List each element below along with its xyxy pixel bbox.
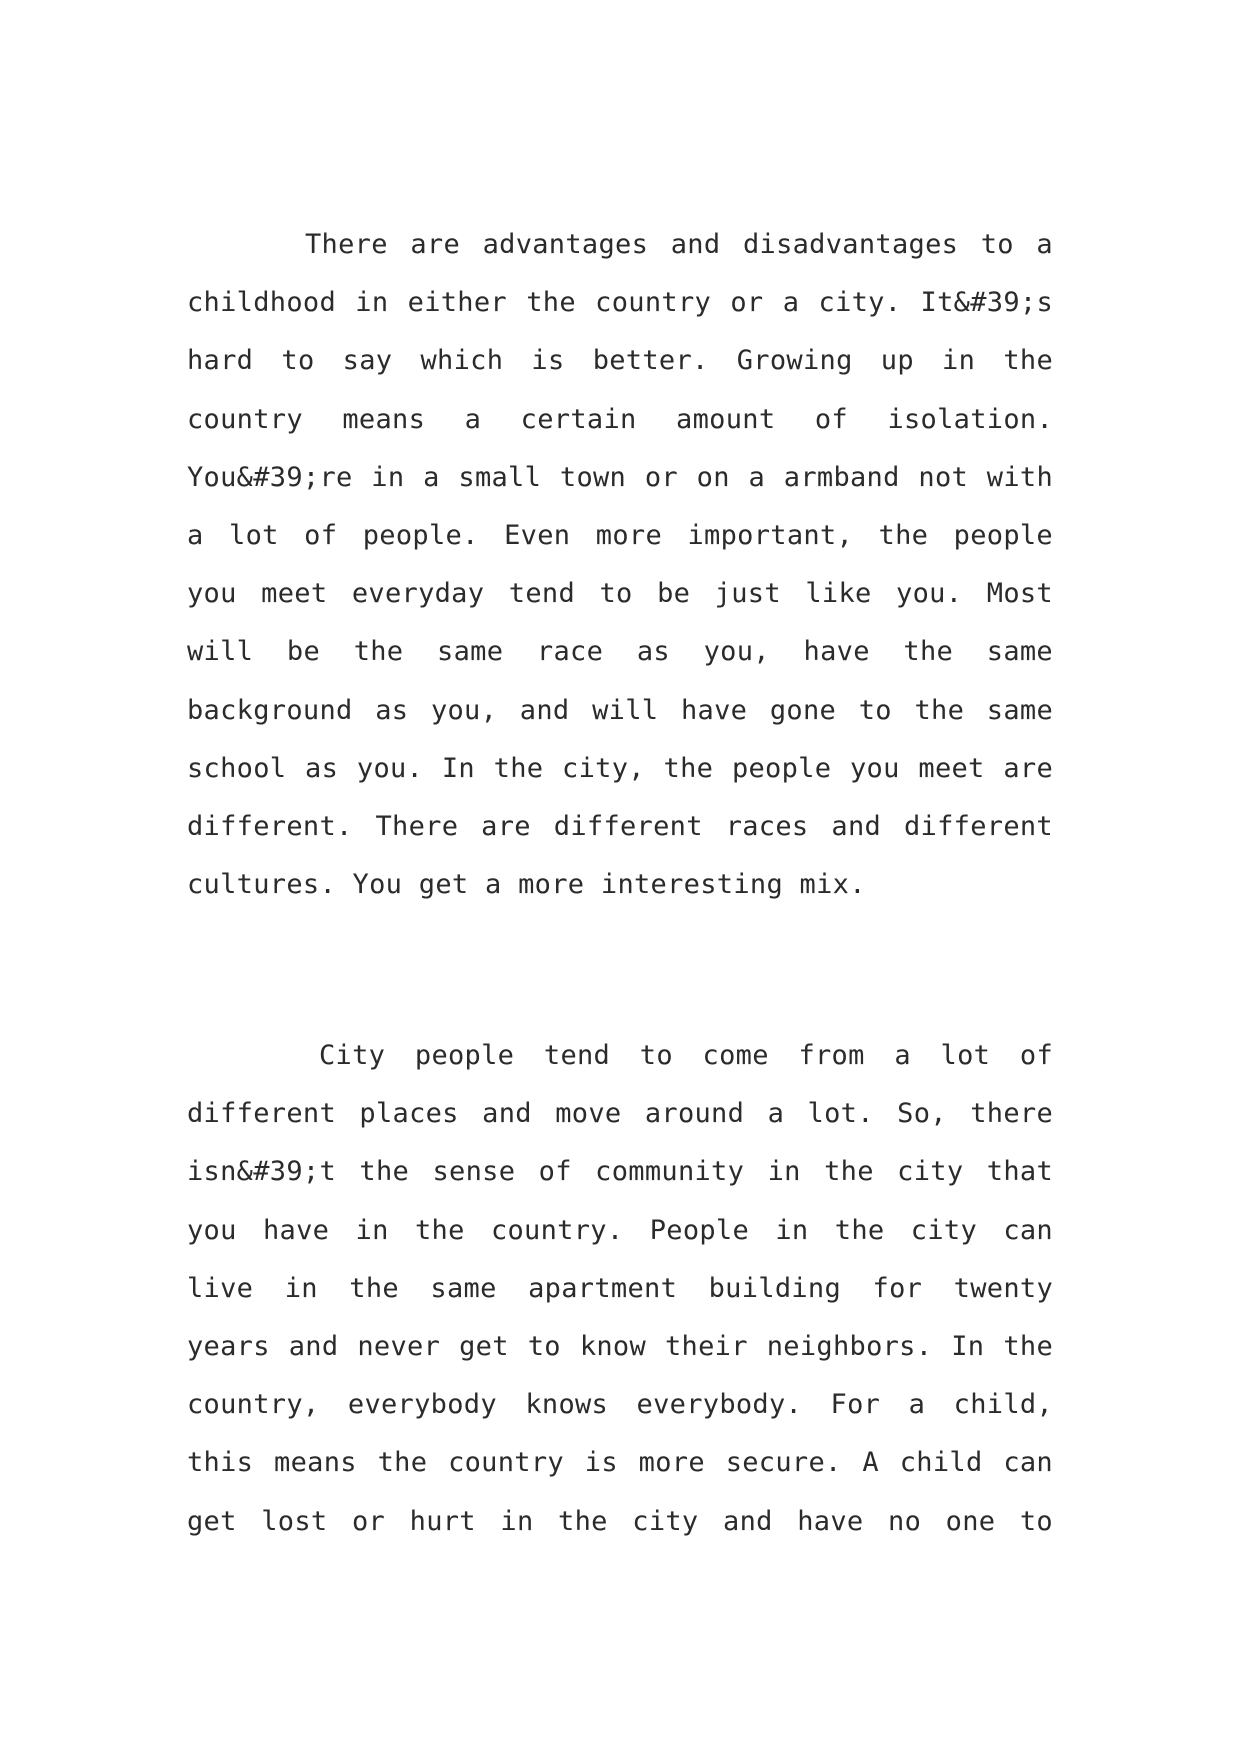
text-line: hard to say which is better. Growing up in the xyxy=(187,345,1053,377)
text-line: school as you. In the city, the people you meet are xyxy=(187,752,1053,784)
text-line: a lot of people. Even more important, the people xyxy=(187,519,1053,551)
text-line: you have in the country. People in the city can xyxy=(187,1214,1053,1246)
text-line: live in the same apartment building for twenty xyxy=(187,1272,1053,1304)
text-line: years and never get to know their neighbors. In the xyxy=(187,1330,1053,1362)
text-line: childhood in either the country or a city. It&#39;s xyxy=(187,287,1053,319)
paragraph-2 xyxy=(187,1027,1053,1551)
text-line: country means a certain amount of isolation. xyxy=(187,403,1053,435)
text-line: City people tend to come from a lot of xyxy=(319,1040,1053,1071)
text-line: this means the country is more secure. A child can xyxy=(187,1447,1053,1479)
text-line: will be the same race as you, have the same xyxy=(187,636,1053,668)
text-line: background as you, and will have gone to the same xyxy=(187,694,1053,726)
text-line: You&#39;re in a small town or on a armband not with xyxy=(187,461,1053,493)
text-line: different. There are different races and different xyxy=(187,810,1053,842)
text-line: cultures. You get a more interesting mix. xyxy=(187,869,866,901)
text-line: There are advantages and disadvantages to a xyxy=(305,229,1053,260)
text-line: isn&#39;t the sense of community in the city that xyxy=(187,1156,1053,1188)
paragraph-1 xyxy=(187,216,1053,914)
text-line: get lost or hurt in the city and have no one to xyxy=(187,1505,1053,1537)
text-line: different places and move around a lot. So, there xyxy=(187,1098,1053,1130)
text-line: you meet everyday tend to be just like you. Most xyxy=(187,578,1053,610)
text-line: country, everybody knows everybody. For a child, xyxy=(187,1389,1053,1421)
